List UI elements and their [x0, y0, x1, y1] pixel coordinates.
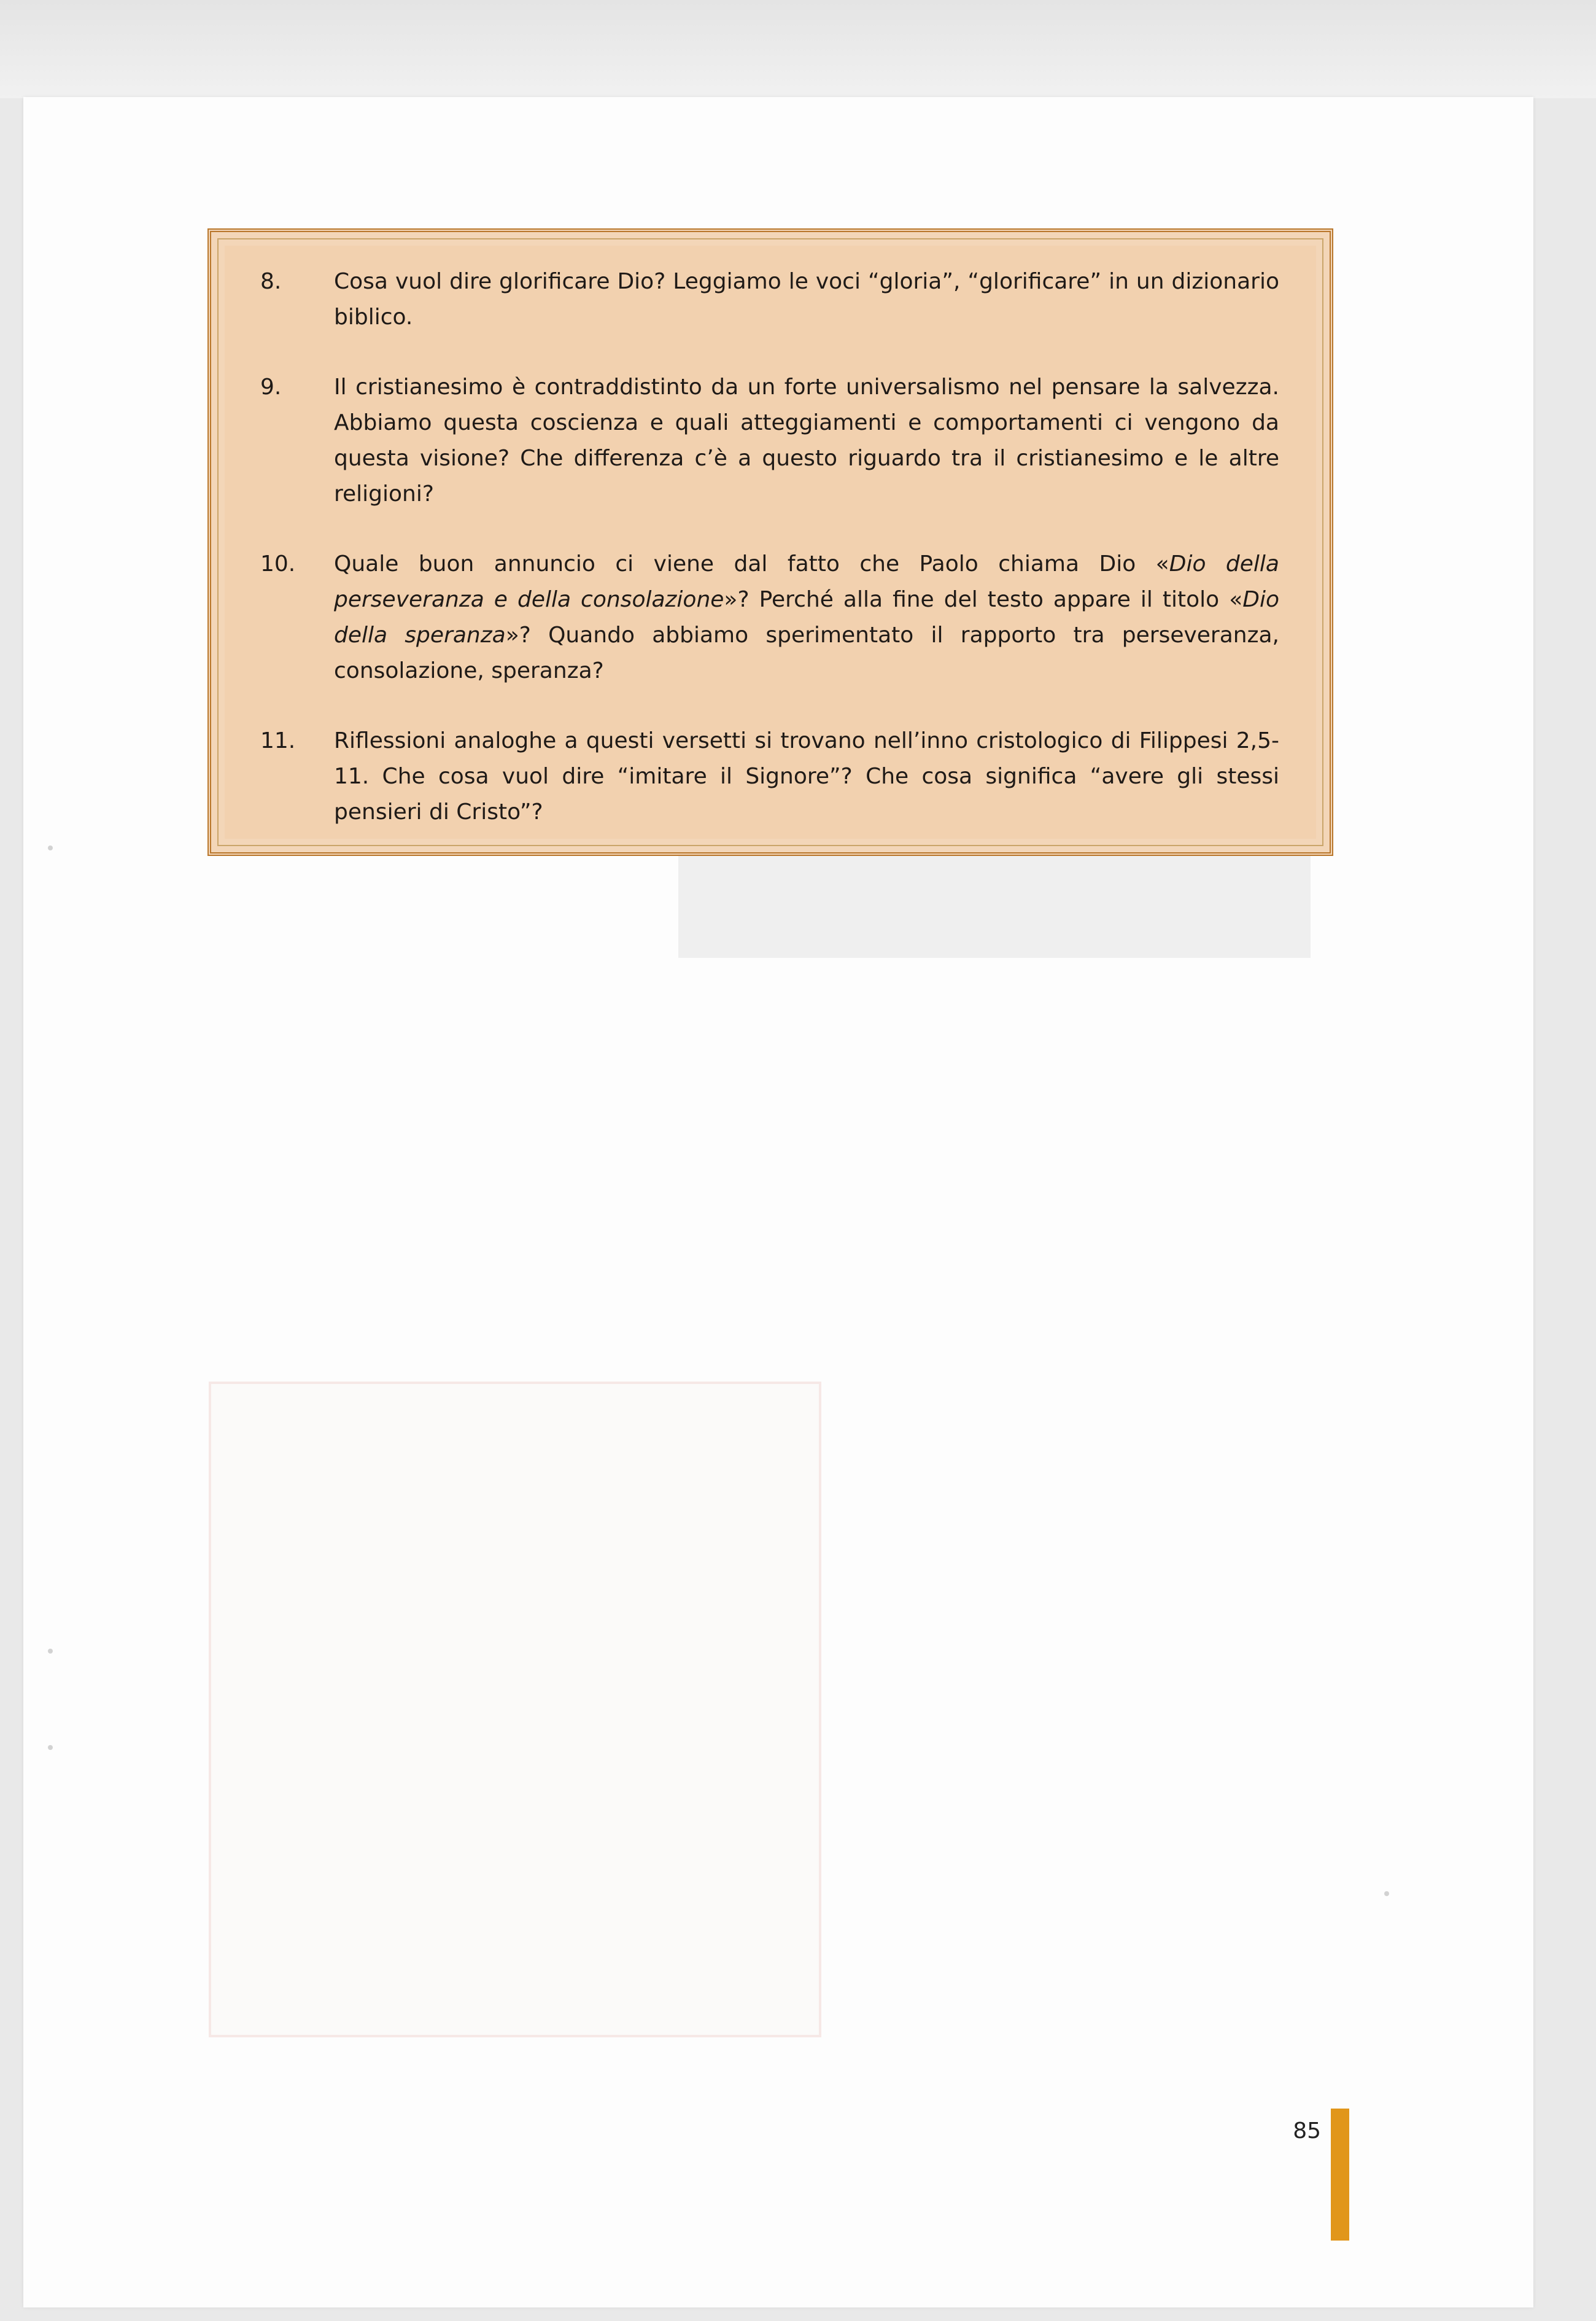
scan-speck [48, 846, 53, 850]
title-dio-perseveranza: Dio della perseveranza e della consolazione [334, 551, 1279, 612]
show-through-box [209, 1382, 821, 2037]
question-text: Il cristianesimo è contraddistinto da un forte universalismo nel pensare la salvezza. Abbiamo questa coscienza e quali atteggiamenti e comportamenti ci vengono da questa visione? Che differenza c’è a questo riguardo tra il cristianesimo e le altre religioni? [334, 375, 1279, 507]
question-11 [260, 723, 1279, 830]
scan-speck [1384, 1891, 1389, 1896]
question-list [260, 264, 1279, 865]
scan-speck [48, 1649, 53, 1654]
question-number: 11. [260, 728, 296, 753]
question-number: 10. [260, 551, 296, 577]
question-8 [260, 264, 1279, 335]
title-dio-speranza: Dio della speranza [334, 587, 1279, 648]
page-number: 85 [1293, 2118, 1321, 2144]
question-text: Riflessioni analoghe a questi versetti si trovano nell’inno cristologico di Filippesi 2,5-11. Che cosa vuol dire “imitare il Signore”? Che cosa significa “avere gli stessi pensieri di Cristo”? [334, 728, 1279, 825]
question-number: 8. [260, 269, 282, 294]
questions-box [207, 228, 1333, 856]
scan-top-margin [0, 0, 1596, 98]
question-9 [260, 370, 1279, 512]
question-text: Cosa vuol dire glorificare Dio? Leggiamo le voci “gloria”, “glorificare” in un dizionario biblico. [334, 269, 1279, 330]
question-10 [260, 546, 1279, 689]
page-number-bar [1331, 2109, 1349, 2241]
question-text: Quale buon annuncio ci viene dal fatto che Paolo chiama Dio «Dio della perseveranza e della consolazione»? Perché alla fine del testo appare il titolo «Dio della speranza»? Quando abbiamo sperimentato il rapporto tra perseveranza, consolazione, speranza? [334, 551, 1279, 683]
question-number: 9. [260, 375, 282, 400]
scan-speck [48, 1745, 53, 1750]
